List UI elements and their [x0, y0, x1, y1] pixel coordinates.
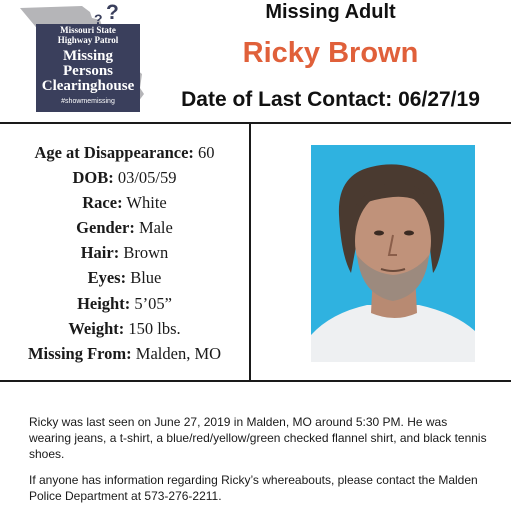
column-divider — [249, 124, 251, 382]
person-name: Ricky Brown — [242, 37, 419, 69]
logo-hashtag: #showmemissing — [61, 98, 115, 105]
logo-org: Missouri State Highway Patrol — [57, 25, 119, 45]
detail-eyes: Eyes: Blue — [87, 268, 162, 288]
last-contact-date: Date of Last Contact: 06/27/19 — [181, 88, 480, 111]
detail-gender: Gender: Male — [76, 218, 173, 238]
logo-label — [36, 24, 140, 112]
missing-persons-clearinghouse-logo: ? ? Missouri State Highway Patrol Missing Persons Clearinghouse #showmemissing — [16, 2, 148, 114]
detail-race: Race: White — [82, 193, 167, 213]
poster-header — [0, 0, 511, 122]
detail-weight: Weight: 150 lbs. — [68, 318, 181, 338]
person-photo — [311, 145, 475, 362]
detail-age: Age at Disappearance: 60 — [34, 143, 215, 162]
detail-hair: Hair: Brown — [80, 243, 169, 263]
details-divider — [0, 380, 511, 382]
detail-height: Height: 5’05” — [77, 293, 172, 313]
last-seen-description: Ricky was last seen on June 27, 2019 in Malden, MO around 5:30 PM. He was wearing jeans, a t-shirt, a blue/red/yellow/green checked flannel shirt, and black tennis shoes. — [29, 415, 487, 461]
logo-title: Missing Persons Clearinghouse — [41, 48, 135, 94]
status-heading: Missing Adult — [265, 1, 396, 23]
header-divider — [0, 122, 511, 124]
person-details — [0, 140, 249, 366]
detail-dob: DOB: 03/05/59 — [72, 168, 177, 188]
detail-missing-from: Missing From: Malden, MO — [27, 343, 222, 363]
contact-instructions: If anyone has information regarding Ricky’s whereabouts, please contact the Malden Police Department at 573-276-2211. — [29, 473, 478, 503]
